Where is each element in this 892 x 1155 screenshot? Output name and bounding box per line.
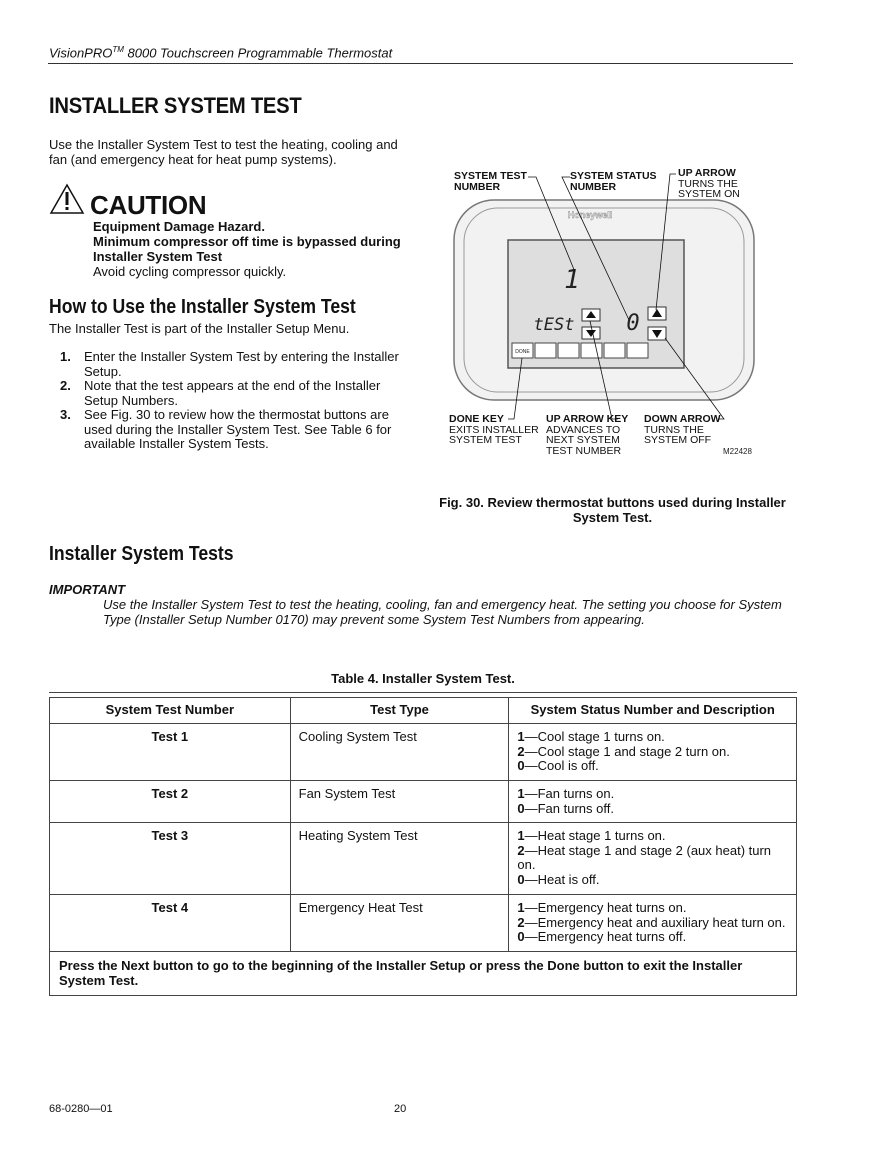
status-number: 1 <box>517 786 525 801</box>
caution-line-1: Equipment Damage Hazard. <box>93 219 265 234</box>
status-number: 2 <box>517 914 525 930</box>
callout-line: UP ARROW <box>678 167 736 179</box>
figure-id: M22428 <box>723 447 752 456</box>
callout-line: TEST NUMBER <box>546 444 622 457</box>
step-item <box>60 350 410 379</box>
callout-line: TURNS THE <box>678 177 738 190</box>
status-line <box>517 745 788 760</box>
status-line <box>517 730 788 745</box>
table-header-row <box>50 698 797 724</box>
callout-line: DOWN ARROW <box>644 413 721 425</box>
status-text: —Emergency heat and auxiliary heat turn on. <box>524 914 786 930</box>
column-header: Test Type <box>290 698 509 724</box>
status-line <box>517 759 788 774</box>
header-title-rest: 8000 Touchscreen Programmable Thermostat <box>123 45 393 61</box>
callout-line: NUMBER <box>454 180 501 193</box>
status-number: 0 <box>517 800 525 816</box>
status-number: 0 <box>517 871 525 887</box>
how-to-intro: The Installer Test is part of the Installer Setup Menu. <box>49 321 350 336</box>
status-number: 0 <box>517 758 525 773</box>
important-text: Use the Installer System Test to test the heating, cooling, fan and emergency heat. The setting you choose for System Type (Installer Setup Number 0170) may prevent some System Test Numbers from appearing. <box>103 597 782 627</box>
status-line <box>517 787 788 802</box>
status-text: —Emergency heat turns on. <box>524 900 687 915</box>
status-text: —Heat stage 1 and stage 2 (aux heat) turn on. <box>517 842 772 872</box>
status-line <box>517 873 788 888</box>
important-label: IMPORTANT <box>49 582 126 597</box>
callout-line: NUMBER <box>570 180 617 193</box>
screen-status-number: 0 <box>626 311 640 336</box>
status-line <box>517 916 788 931</box>
table-row <box>50 724 797 781</box>
screen-test-number: 1 <box>564 265 580 295</box>
caution-heading: CAUTION <box>90 190 207 220</box>
callout-down-arrow <box>644 414 721 446</box>
status-text: —Fan turns off. <box>524 800 614 816</box>
callout-line: NEXT SYSTEM <box>546 434 620 446</box>
test-type-cell: Cooling System Test <box>290 724 509 781</box>
status-text: —Cool stage 1 and stage 2 turn on. <box>524 743 730 759</box>
status-cell <box>509 724 797 781</box>
status-text: —Fan turns on. <box>524 786 615 801</box>
step-text: See Fig. 30 to review how the thermostat buttons are used during the Installer System Test. See Table 6 for available Installer System Tests. <box>84 407 392 451</box>
callout-system-test-number <box>454 171 527 192</box>
brand-logo: Honeywell <box>567 210 613 220</box>
callout-line: SYSTEM STATUS <box>570 170 657 182</box>
callout-up-arrow <box>678 168 740 200</box>
caution-line-3: Avoid cycling compressor quickly. <box>93 264 287 279</box>
status-line <box>517 901 788 916</box>
status-line <box>517 844 788 873</box>
doc-number: 68-0280—01 <box>49 1103 113 1115</box>
test-number-cell: Test 1 <box>50 724 291 781</box>
screen-button-6[interactable] <box>627 343 648 358</box>
step-item <box>60 379 410 408</box>
table-row <box>50 823 797 895</box>
status-number: 0 <box>517 929 525 944</box>
status-cell <box>509 895 797 952</box>
callout-line: ADVANCES TO <box>546 423 621 436</box>
callout-done-key <box>449 414 539 446</box>
step-number: 1. <box>60 349 71 364</box>
test-number-cell: Test 2 <box>50 781 291 823</box>
status-number: 2 <box>517 743 525 759</box>
callout-line: UP ARROW KEY <box>546 413 629 425</box>
tests-heading: Installer System Tests <box>49 543 234 565</box>
how-to-steps <box>60 350 410 452</box>
status-text: —Heat is off. <box>524 871 600 887</box>
intro-paragraph: Use the Installer System Test to test the heating, cooling and fan (and emergency heat for heat pump systems). <box>49 137 398 167</box>
status-line <box>517 829 788 844</box>
status-line <box>517 930 788 945</box>
column-header: System Status Number and Description <box>509 698 797 724</box>
callout-system-status-number <box>570 171 657 192</box>
test-number-cell: Test 3 <box>50 823 291 895</box>
table-row <box>50 781 797 823</box>
page-title: INSTALLER SYSTEM TEST <box>49 93 302 118</box>
step-text: Note that the test appears at the end of the Installer Setup Numbers. <box>84 378 381 408</box>
status-text: —Cool stage 1 turns on. <box>524 729 665 744</box>
status-text: —Cool is off. <box>524 758 599 773</box>
screen-button-5[interactable] <box>604 343 625 358</box>
status-number: 2 <box>517 842 525 858</box>
step-number: 2. <box>60 378 71 393</box>
status-text: —Heat stage 1 turns on. <box>524 828 666 843</box>
callout-line: EXITS INSTALLER <box>449 423 539 436</box>
callout-line: TURNS THE <box>644 423 704 436</box>
test-type-cell: Heating System Test <box>290 823 509 895</box>
status-text: —Emergency heat turns off. <box>524 929 687 944</box>
status-cell <box>509 823 797 895</box>
caution-body <box>93 219 423 279</box>
status-cell <box>509 781 797 823</box>
callout-line: DONE KEY <box>449 413 504 425</box>
screen-button-2[interactable] <box>535 343 556 358</box>
step-number: 3. <box>60 407 71 422</box>
callout-line: SYSTEM OFF <box>644 434 712 446</box>
running-header <box>49 45 392 60</box>
test-type-cell: Fan System Test <box>290 781 509 823</box>
table-footer-row <box>50 952 797 996</box>
callout-line: SYSTEM ON <box>678 188 740 200</box>
warning-triangle-icon <box>49 183 85 215</box>
table-row <box>50 895 797 952</box>
status-number: 1 <box>517 729 525 744</box>
done-key-label: DONE <box>515 349 530 355</box>
status-number: 1 <box>517 828 525 843</box>
column-header: System Test Number <box>50 698 291 724</box>
test-type-cell: Emergency Heat Test <box>290 895 509 952</box>
callout-up-arrow-key <box>546 414 628 456</box>
step-item <box>60 408 410 452</box>
status-line <box>517 802 788 817</box>
installer-test-table <box>49 697 797 996</box>
screen-test-word: tESt <box>533 315 575 335</box>
page-number: 20 <box>394 1103 407 1115</box>
how-to-heading: How to Use the Installer System Test <box>49 296 356 318</box>
figure-caption: Fig. 30. Review thermostat buttons used during Installer System Test. <box>439 495 786 525</box>
test-number-cell: Test 4 <box>50 895 291 952</box>
status-number: 1 <box>517 900 525 915</box>
callout-line: SYSTEM TEST <box>454 170 527 182</box>
callout-line: SYSTEM TEST <box>449 434 522 446</box>
header-rule <box>48 63 793 64</box>
screen-button-4[interactable] <box>581 343 602 358</box>
screen-button-3[interactable] <box>558 343 579 358</box>
header-trademark: TM <box>112 45 124 54</box>
caution-line-2: Minimum compressor off time is bypassed during Installer System Test <box>93 234 401 264</box>
table-footer-note: Press the Next button to go to the beginning of the Installer Setup or press the Done button to exit the Installer System Test. <box>50 952 797 996</box>
step-text: Enter the Installer System Test by entering the Installer Setup. <box>84 349 399 379</box>
header-product-name: VisionPRO <box>49 45 113 61</box>
table-caption: Table 4. Installer System Test. <box>331 671 515 686</box>
